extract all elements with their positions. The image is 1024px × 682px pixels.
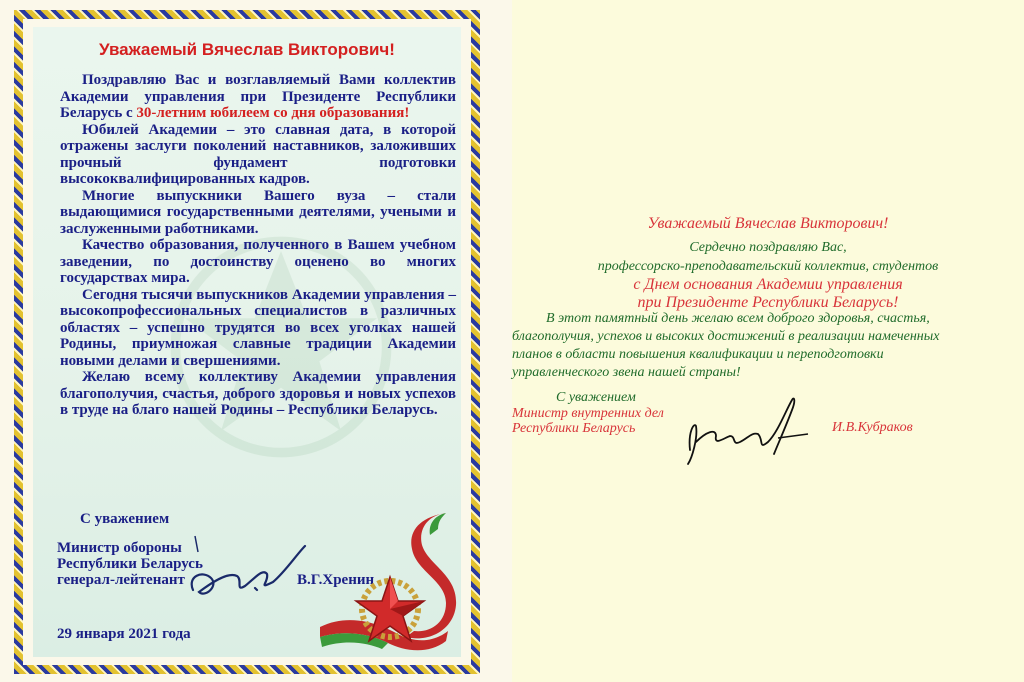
left-paragraph: [60, 188, 456, 238]
right-regards: С уважением: [556, 390, 636, 405]
left-position: [57, 540, 203, 588]
left-date: 29 января 2021 года: [57, 626, 191, 642]
left-paragraph-text: Поздравляю Вас и возглавляемый Вами коллектив Академии управления при Президенте Республики Беларусь с: [60, 72, 456, 121]
right-signature-icon: [682, 392, 812, 472]
right-signer: И.В.Кубраков: [832, 420, 913, 435]
military-star-emblem-icon: [318, 505, 468, 655]
left-signer: В.Г.Хренин: [297, 572, 375, 588]
right-letter: [512, 0, 1024, 682]
right-body-line: планов в области повышения квалификации и переподготовки: [512, 347, 884, 362]
left-letter-title: Уважаемый Вячеслав Викторович!: [99, 40, 395, 59]
left-regards: С уважением: [80, 511, 170, 527]
right-letter-body: [512, 310, 1012, 382]
left-paragraph-text: Качество образования, полученного в Вашем учебном заведении, по достоинству оценено во многих государствах мира.: [60, 237, 456, 286]
right-greeting-line: Сердечно поздравляю Вас,: [689, 240, 847, 255]
right-position-line: Министр внутренних дел: [512, 406, 664, 421]
right-letter-title: Уважаемый Вячеслав Викторович!: [647, 215, 889, 232]
left-paragraph: [60, 369, 456, 419]
right-greeting-line-highlight: с Днем основания Академии управления: [633, 276, 903, 293]
right-body-line: управленческого звена нашей страны!: [512, 365, 741, 380]
right-position: [512, 406, 664, 436]
left-letter-body: [60, 72, 456, 419]
left-signature-icon: [185, 528, 315, 608]
left-paragraph-text: Юбилей Академии – это славная дата, в которой отражены заслуги поколений наставников, заложивших прочный фундамент подготовки высококвалифицированных кадров.: [60, 121, 456, 187]
right-greeting-line: профессорско-преподавательский коллектив, студентов: [597, 259, 939, 274]
right-greeting-line-highlight: при Президенте Республики Беларусь!: [637, 294, 899, 311]
left-position-line: генерал-лейтенант: [57, 572, 185, 588]
left-paragraph: [60, 287, 456, 370]
left-paragraph-text: Сегодня тысячи выпускников Академии управления – высокопрофессиональных специалистов в различных областях – успешно трудятся во всех уголках нашей Родины, приумножая славные традиции Академии новыми делами и свершениями.: [60, 286, 456, 369]
left-paragraph: [60, 72, 456, 122]
left-paragraph: [60, 122, 456, 188]
right-body-line: благополучия, успехов и высоких достижений в реализации намеченных: [512, 329, 940, 344]
left-paragraph: [60, 237, 456, 287]
right-body-line: В этот памятный день желаю всем доброго здоровья, счастья,: [546, 311, 930, 326]
left-paragraph-highlight: 30-летним юбилеем со дня образования!: [136, 105, 410, 121]
left-paragraph-text: Многие выпускники Вашего вуза – стали выдающимися государственными деятелями, учеными и заслуженными работниками.: [60, 187, 456, 237]
left-position-line: Республики Беларусь: [57, 556, 203, 572]
right-position-line: Республики Беларусь: [512, 421, 636, 436]
left-position-line: Министр обороны: [57, 540, 182, 556]
left-paragraph-text: Желаю всему коллективу Академии управления благополучия, счастья, доброго здоровья и новых успехов в труде на благо нашей Родины – Республики Беларусь.: [60, 369, 456, 418]
